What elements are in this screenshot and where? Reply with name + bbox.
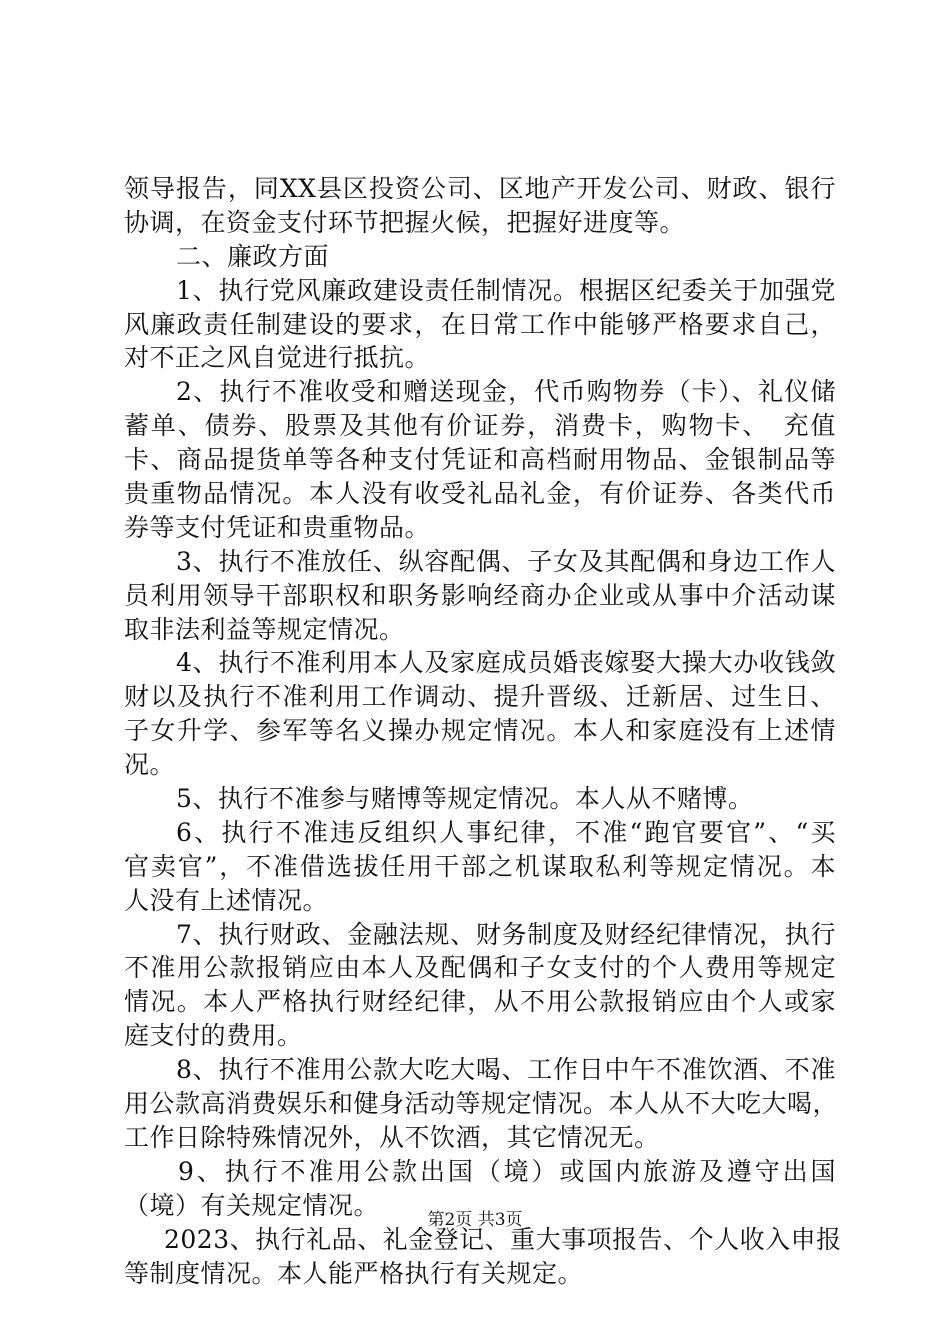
text-line: 领导报告，同XX县区投资公司、区地产开发公司、财政、银行 bbox=[124, 174, 836, 203]
text-line: 协调，在资金支付环节把握火候，把握好进度等。 bbox=[124, 207, 686, 237]
text-line: 二、廉政方面 bbox=[176, 241, 330, 271]
text-line: （境）有关规定情况。 bbox=[124, 1190, 380, 1220]
text-line: 工作日除特殊情况外，从不饮酒，其它情况无。 bbox=[124, 1122, 660, 1152]
text-line: 取非法利益等规定情况。 bbox=[124, 614, 405, 644]
text-line: 2023、执行礼品、礼金登记、重大事项报告、个人收入申报 bbox=[164, 1224, 842, 1254]
text-line: 9、执行不准用公款出国（境）或国内旅游及遵守出国 bbox=[178, 1156, 836, 1186]
text-line: 8、执行不准用公款大吃大喝、工作日中午不准饮酒、不准 bbox=[176, 1055, 836, 1085]
text-line: 情况。本人严格执行财经纪律，从不用公款报销应由个人或家 bbox=[124, 987, 836, 1017]
page-footer: 第2页 共3页 bbox=[427, 1210, 523, 1230]
text-line: 6、执行不准违反组织人事纪律，不准“跑官要官”、“买 bbox=[176, 817, 836, 847]
text-line: 况。 bbox=[124, 750, 176, 780]
text-line: 财以及执行不准利用工作调动、提升晋级、迁新居、过生日、 bbox=[124, 682, 836, 712]
text-line: 贵重物品情况。本人没有收受礼品礼金，有价证券、各类代币 bbox=[124, 479, 836, 509]
text-line: 用公款高消费娱乐和健身活动等规定情况。本人从不大吃大喝， bbox=[124, 1089, 839, 1119]
text-line: 3、执行不准放任、纵容配偶、子女及其配偶和身边工作人 bbox=[176, 546, 836, 576]
text-line: 等制度情况。本人能严格执行有关规定。 bbox=[124, 1258, 584, 1288]
text-line: 卡、商品提货单等各种支付凭证和高档耐用物品、金银制品等 bbox=[124, 445, 836, 475]
text-line: 子女升学、参军等名义操办规定情况。本人和家庭没有上述情 bbox=[124, 716, 836, 746]
text-line: 4、执行不准利用本人及家庭成员婚丧嫁娶大操大办收钱敛 bbox=[176, 648, 836, 678]
text-line: 1、执行党风廉政建设责任制情况。根据区纪委关于加强党 bbox=[176, 275, 836, 305]
text-line: 庭支付的费用。 bbox=[124, 1021, 303, 1051]
text-line: 人没有上述情况。 bbox=[124, 885, 329, 915]
text-line: 风廉政责任制建设的要求，在日常工作中能够严格要求自己， bbox=[124, 309, 836, 339]
text-line: 5、执行不准参与赌博等规定情况。本人从不赌博。 bbox=[176, 784, 754, 814]
document-body bbox=[124, 172, 842, 1290]
text-line: 2、执行不准收受和赠送现金，代币购物券（卡）、礼仪储 bbox=[176, 377, 836, 407]
text-line: 券等支付凭证和贵重物品。 bbox=[124, 512, 431, 542]
text-line: 官卖官”，不准借选拔任用干部之机谋取私利等规定情况。本 bbox=[124, 851, 836, 881]
text-line: 7、执行财政、金融法规、财务制度及财经纪律情况，执行 bbox=[176, 919, 836, 949]
text-line: 员利用领导干部职权和职务影响经商办企业或从事中介活动谋 bbox=[124, 580, 836, 610]
text-line: 不准用公款报销应由本人及配偶和子女支付的个人费用等规定 bbox=[124, 953, 836, 983]
text-line: 对不正之风自觉进行抵抗。 bbox=[124, 343, 431, 373]
text-line: 蓄单、债券、股票及其他有价证券，消费卡，购物卡、 充值 bbox=[124, 411, 836, 441]
